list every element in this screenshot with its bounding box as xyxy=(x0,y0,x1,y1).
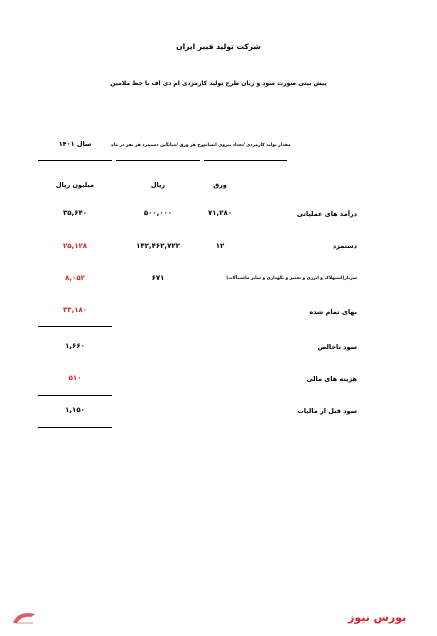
boursenews-watermark: بورس نیوز xyxy=(348,611,407,624)
row-label-overhead: سربار(استهلاک و انرژی و تعمیر و نگهداری و سایر ماشینآلات) xyxy=(226,276,357,281)
cell-profit-before-tax-year: ۱,۱۵۰ xyxy=(65,406,85,414)
header-rule-year xyxy=(38,160,112,161)
unit-year: میلیون ریال xyxy=(55,181,95,189)
unit-quantity: ورق xyxy=(213,181,227,189)
cell-gross-profit-year: ۱,۶۶۰ xyxy=(65,342,85,350)
cell-financial-costs-year: ۵۱۰ xyxy=(68,374,82,382)
cell-overhead-rate: ۶۷۱ xyxy=(151,274,165,282)
header-rule-quantity xyxy=(204,160,287,161)
cell-overhead-year: ۸,۰۵۲ xyxy=(65,274,85,282)
header-year: سال ۱۴۰۱ xyxy=(58,140,92,148)
header-rule-rate xyxy=(116,160,200,161)
header-rate: نرخ هر ورق /میانگین دستمزد هر نفر در ماه xyxy=(111,143,205,148)
cell-revenue-year: ۳۵,۶۴۰ xyxy=(62,209,88,217)
total-rule-bottom xyxy=(38,427,112,428)
boursenews-logo-icon xyxy=(11,611,37,625)
row-label-profit-before-tax: سود قبل از مالیات xyxy=(297,407,357,415)
row-label-gross-profit: سود ناخالص xyxy=(317,343,357,351)
row-label-financial-costs: هزینه های مالی xyxy=(306,375,357,383)
document-title: شرکت تولید فیبر ایران xyxy=(176,42,261,51)
document-subtitle: پیش بینی صورت سود و زیان طرح تولید کارمزدی ام دی اف با خط ملامین xyxy=(110,80,327,87)
row-label-revenue: درآمد های عملیاتی xyxy=(296,210,357,218)
total-rule-top xyxy=(38,395,112,396)
row-label-wages: دستمزد xyxy=(332,242,357,250)
header-quantity: مقدار تولید کارمزدی /تعداد نیروی انسانی xyxy=(201,143,291,148)
cell-cost-year: ۳۳,۱۸۰ xyxy=(62,306,88,314)
cell-wages-year: ۲۵,۱۲۸ xyxy=(62,242,88,250)
cell-revenue-rate: ۵۰۰,۰۰۰ xyxy=(143,209,173,217)
subtotal-rule xyxy=(38,326,112,327)
row-label-cost: بهای تمام شده xyxy=(309,308,357,316)
cell-wages-rate: ۱۴۲,۴۶۲,۷۲۲ xyxy=(136,242,180,250)
unit-rate: ریال xyxy=(150,181,166,189)
cell-revenue-quantity: ۷۱,۲۸۰ xyxy=(207,209,233,217)
cell-wages-quantity: ۱۲ xyxy=(215,242,225,250)
